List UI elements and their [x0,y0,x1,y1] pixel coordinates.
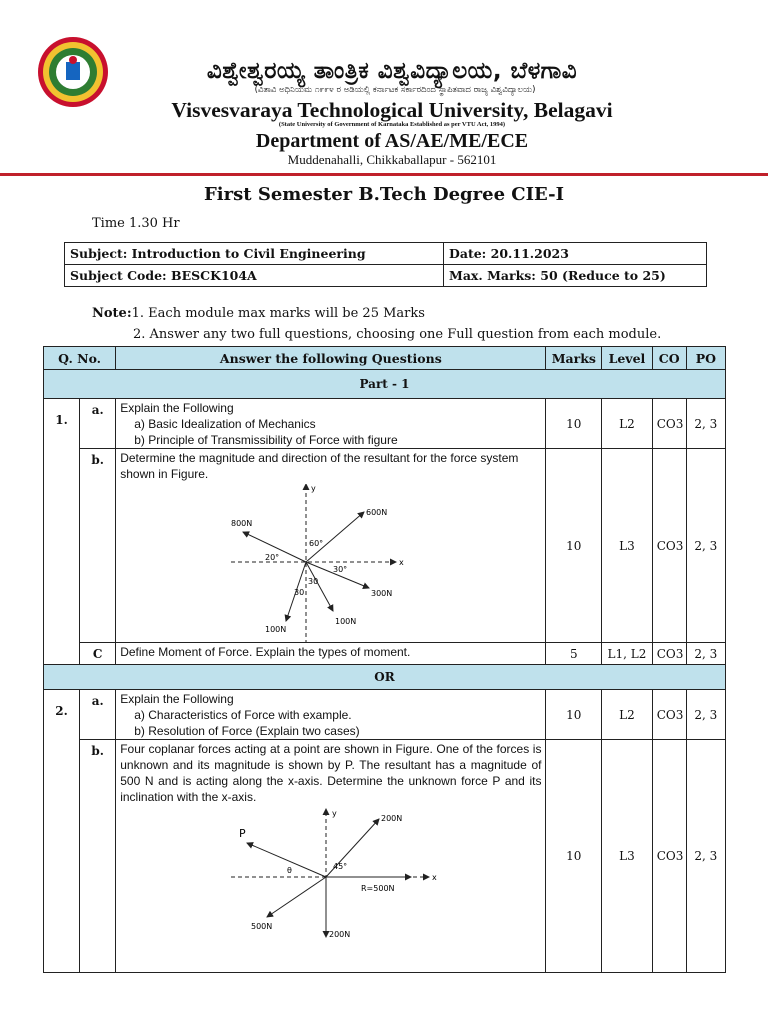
q2a-marks: 10 [546,690,602,740]
fig1-force-100n-right: 100N [334,617,357,626]
header-po: PO [686,347,725,370]
university-name: Visvesvaraya Technological University, Belagavi [171,98,613,122]
q1b-co: CO3 [652,449,686,643]
fig2-resultant: R=500N [360,884,395,893]
note-line-1 [92,306,425,321]
address: Muddenahalli, Chikkaballapur - 562101 [287,152,497,167]
note-line-2: 2. Answer any two full questions, choosing one Full question from each module. [133,327,662,342]
fig2-force-p: P [238,827,246,840]
q1c-po: 2, 3 [686,643,725,665]
or-band: OR [44,665,726,690]
question-2-number: 2. [44,690,80,973]
fig2-angle-theta: θ [286,866,292,875]
q1a-marks: 10 [546,399,602,449]
subject-cell: Subject: Introduction to Civil Engineering [65,243,444,265]
fig1-angle-30b: 30 [293,588,305,597]
exam-title: First Semester B.Tech Degree CIE-I [204,184,564,205]
fig1-x-label: x [398,558,404,567]
q2a-po: 2, 3 [686,690,725,740]
q2a-intro: Explain the Following [120,692,234,706]
fig1-force-300n: 300N [370,589,393,598]
fig2-y-label: y [331,809,337,818]
fig2-force-500n: 500N [250,922,273,931]
university-logo-icon [37,36,109,108]
force-system-figure-1 [231,484,431,642]
header-co: CO [652,347,686,370]
part-1-band: Part - 1 [44,370,726,399]
fig1-angle-60: 60° [308,539,324,548]
fig2-force-200n-bottom: 200N [328,930,351,939]
q1a-intro: Explain the Following [120,401,234,415]
q1c-co: CO3 [652,643,686,665]
q1a-po: 2, 3 [686,399,725,449]
fig1-y-label: y [310,484,316,493]
note-label: Note: [92,306,132,321]
force-system-figure-2 [221,807,441,957]
question-1-number: 1. [44,399,80,665]
header-question: Answer the following Questions [116,347,546,370]
header-level: Level [602,347,653,370]
exam-time: Time 1.30 Hr [92,216,180,231]
date-cell: Date: 20.11.2023 [444,243,707,265]
fig2-x-label: x [431,873,437,882]
fig1-angle-30a: 30° [332,565,348,574]
q2a-text [116,690,546,740]
fig1-force-600n: 600N [365,508,388,517]
university-subtitle: (State University of Government of Karnataka Established as per VTU Act, 1994) [278,121,506,128]
q1b-marks: 10 [546,449,602,643]
q1b-text: Determine the magnitude and direction of the resultant for the force system shown in Figure. [120,451,519,481]
q2b-label: b. [80,740,116,973]
header-qno: Q. No. [44,347,116,370]
fig1-force-100n-left: 100N [264,625,287,634]
max-marks-cell: Max. Marks: 50 (Reduce to 25) [444,265,707,287]
fig1-angle-20: 20° [264,553,280,562]
q2b-cell [116,740,546,973]
q1b-po: 2, 3 [686,449,725,643]
header-marks: Marks [546,347,602,370]
q2b-level: L3 [602,740,653,973]
q1b-level: L3 [602,449,653,643]
department-name: Department of AS/AE/ME/ECE [255,130,529,152]
q1c-text: Define Moment of Force. Explain the types of moment. [116,643,546,665]
fig2-angle-45: 45° [332,862,348,871]
exam-info-table [64,242,707,287]
subject-code-cell: Subject Code: BESCK104A [65,265,444,287]
q2b-marks: 10 [546,740,602,973]
fig1-force-800n: 800N [230,519,253,528]
q1c-label: C [80,643,116,665]
q1a-text [116,399,546,449]
q2b-co: CO3 [652,740,686,973]
kannada-university-subtitle: (ವಿತಾವಿ ಅಧಿನಿಯಮ ೧೯೯೪ ರ ಅಡಿಯಲ್ಲಿ ಕರ್ನಾಟಕ ಸರ್ಕಾರದಿಂದ ಸ್ಥಾಪಿತವಾದ ರಾಜ್ಯ ವಿಶ್ವವಿದ್ಯಾಲಯ) [254,85,536,95]
q2b-text: Four coplanar forces acting at a point are shown in Figure. One of the forces is unknown and its magnitude is shown by P. The resultant has a magnitude of 500 N and is acting along the x-axis. Determine the unknown force P and its inclination with the x-axis. [120,742,542,804]
q1c-level: L1, L2 [602,643,653,665]
kannada-university-title: ವಿಶ್ವೇಶ್ವರಯ್ಯ ತಾಂತ್ರಿಕ ವಿಶ್ವವಿದ್ಯಾಲಯ, ಬೆಳಗಾವಿ [206,58,578,84]
header-divider [0,173,768,176]
questions-table [43,346,726,973]
q2a-item-2: b) Resolution of Force (Explain two cases) [134,724,360,738]
q1a-co: CO3 [652,399,686,449]
q2a-level: L2 [602,690,653,740]
q2b-po: 2, 3 [686,740,725,973]
q1b-label: b. [80,449,116,643]
q2a-co: CO3 [652,690,686,740]
q2a-item-1: a) Characteristics of Force with example. [134,708,352,722]
q1a-level: L2 [602,399,653,449]
q1a-item-1: a) Basic Idealization of Mechanics [134,417,316,431]
q2a-label: a. [80,690,116,740]
note-text-1: 1. Each module max marks will be 25 Marks [131,306,425,321]
q1b-cell [116,449,546,643]
q1a-item-2: b) Principle of Transmissibility of Force with figure [134,433,398,447]
fig1-angle-30c: 30 [307,577,319,586]
q1c-marks: 5 [546,643,602,665]
fig2-force-200n-top: 200N [380,814,403,823]
q1a-label: a. [80,399,116,449]
